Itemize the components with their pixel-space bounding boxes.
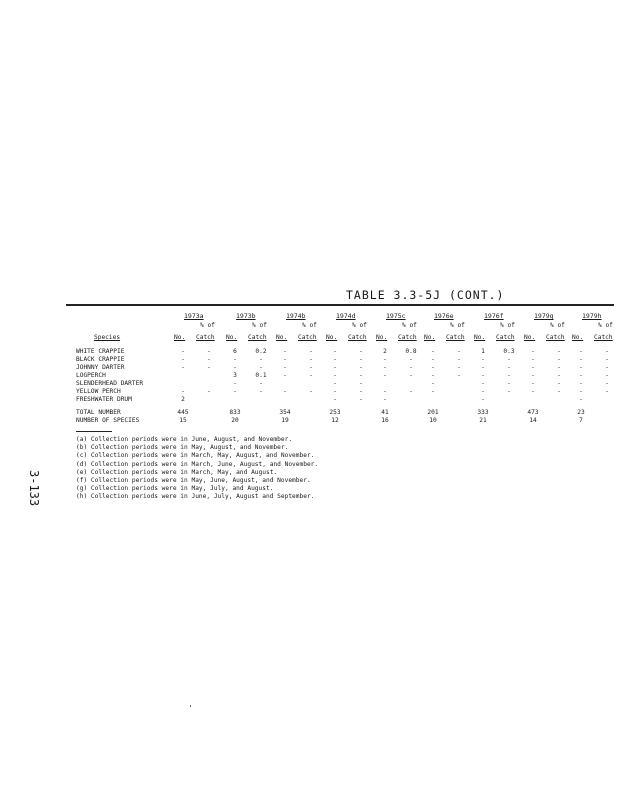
table-cell: - [431, 364, 435, 371]
footnote: (c) Collection periods were in March, May, August, and November. [76, 452, 315, 460]
table-cell: - [507, 372, 511, 379]
number-of-species-value: 16 [381, 417, 389, 424]
table-cell: - [207, 356, 211, 363]
species-name: FRESHWATER DRUM [76, 396, 132, 403]
pct-header-top: % of [200, 322, 215, 329]
table-cell: - [605, 388, 609, 395]
species-name: JOHNNY DARTER [76, 364, 125, 371]
total-number-value: 201 [427, 409, 439, 416]
table-cell: - [309, 356, 313, 363]
table-cell: 1 [481, 348, 485, 355]
pct-header-top: % of [302, 322, 317, 329]
species-name: BLACK CRAPPIE [76, 356, 125, 363]
table-cell: - [359, 372, 363, 379]
table-cell: 2 [383, 348, 387, 355]
table-cell: - [507, 388, 511, 395]
table-cell: - [309, 372, 313, 379]
table-cell: - [531, 364, 535, 371]
table-cell: - [283, 348, 287, 355]
table-cell: - [333, 388, 337, 395]
table-cell: - [557, 380, 561, 387]
table-cell: - [531, 348, 535, 355]
table-cell: - [579, 396, 583, 403]
table-cell: - [557, 372, 561, 379]
number-of-species-value: 14 [529, 417, 537, 424]
no-header: No. [174, 334, 186, 341]
total-number-value: 445 [177, 409, 189, 416]
side-page-number: 3-133 [27, 470, 41, 507]
total-number-value: 473 [527, 409, 539, 416]
footnote: (a) Collection periods were in June, August, and November. [76, 436, 293, 443]
footnote: (f) Collection periods were in May, June, August, and November. [76, 477, 311, 484]
table-cell: 0.1 [255, 372, 267, 379]
table-cell: - [359, 388, 363, 395]
table-cell: - [181, 388, 185, 395]
pct-header-top: % of [550, 322, 565, 329]
total-number-value: 41 [381, 409, 389, 416]
footnote: (d) Collection periods were in March, June, August, and November. [76, 460, 319, 468]
year-header: 1976f [484, 312, 504, 320]
table-cell: - [309, 388, 313, 395]
table-cell: 0.2 [255, 348, 267, 355]
table-cell: - [457, 364, 461, 371]
table-cell: - [481, 372, 485, 379]
table-cell: - [207, 364, 211, 371]
total-number-value: 333 [477, 409, 489, 416]
table-title: TABLE 3.3-5J (CONT.) [346, 288, 505, 302]
total-number-label: TOTAL NUMBER [76, 409, 121, 416]
footnote: (h) Collection periods were in June, July, August and September. [76, 493, 315, 501]
pct-header-top: % of [252, 322, 267, 329]
table-cell: - [457, 356, 461, 363]
number-of-species-value: 12 [331, 417, 339, 424]
table-cell: - [383, 388, 387, 395]
table-cell: - [507, 364, 511, 371]
no-header: No. [276, 334, 288, 341]
table-cell: - [507, 356, 511, 363]
year-header: 1973a [184, 312, 204, 320]
number-of-species-label: NUMBER OF SPECIES [76, 417, 140, 424]
table-cell: - [531, 356, 535, 363]
footnote: (g) Collection periods were in May, July, and August. [76, 485, 274, 493]
number-of-species-value: 15 [179, 417, 187, 424]
pct-header-top: % of [598, 322, 613, 329]
table-cell: - [207, 388, 211, 395]
table-cell: - [207, 348, 211, 355]
table-cell: - [579, 380, 583, 387]
table-cell: - [283, 388, 287, 395]
year-header: 1976e [434, 312, 454, 320]
table-cell: - [383, 356, 387, 363]
table-cell: - [409, 356, 413, 363]
table-cell: - [333, 364, 337, 371]
table-cell: - [457, 372, 461, 379]
table-cell: - [359, 380, 363, 387]
pct-header-bottom: Catch [446, 334, 465, 341]
table-cell: - [233, 380, 237, 387]
table-cell: - [409, 388, 413, 395]
species-header: Species [94, 334, 121, 341]
table-cell: 2 [181, 396, 185, 403]
pct-header-top: % of [402, 322, 417, 329]
table-cell: - [333, 380, 337, 387]
table-cell: - [431, 348, 435, 355]
species-name: YELLOW PERCH [76, 388, 121, 395]
table-cell: - [431, 372, 435, 379]
total-number-value: 253 [329, 409, 341, 416]
table-cell: - [579, 364, 583, 371]
table-cell: - [507, 380, 511, 387]
no-header: No. [524, 334, 536, 341]
table-cell: - [359, 348, 363, 355]
number-of-species-value: 19 [281, 417, 289, 424]
pct-header-bottom: Catch [298, 334, 317, 341]
year-header: 1973b [236, 312, 256, 320]
title-rule [66, 304, 614, 306]
year-header: 1979h [582, 312, 602, 320]
table-cell: - [409, 364, 413, 371]
table-cell: - [259, 356, 263, 363]
table-cell: - [431, 388, 435, 395]
number-of-species-value: 20 [231, 417, 239, 424]
table-cell: - [557, 388, 561, 395]
number-of-species-value: 21 [479, 417, 487, 424]
table-cell: - [259, 364, 263, 371]
table-cell: - [605, 356, 609, 363]
table-cell: - [383, 372, 387, 379]
pct-header-bottom: Catch [348, 334, 367, 341]
table-cell: - [181, 348, 185, 355]
table-cell: - [557, 364, 561, 371]
species-name: LOGPERCH [76, 372, 106, 379]
table-cell: - [605, 348, 609, 355]
table-cell: - [431, 380, 435, 387]
year-header: 1974d [336, 312, 356, 320]
table-cell: - [309, 348, 313, 355]
table-cell: - [481, 396, 485, 403]
table-cell: - [259, 380, 263, 387]
pct-header-bottom: Catch [398, 334, 417, 341]
table-cell: - [605, 372, 609, 379]
pct-header-bottom: Catch [546, 334, 565, 341]
table-cell: - [283, 372, 287, 379]
table-cell: - [531, 380, 535, 387]
table-cell: - [431, 356, 435, 363]
pct-header-bottom: Catch [594, 334, 613, 341]
table-cell: - [181, 356, 185, 363]
total-number-value: 833 [229, 409, 241, 416]
table-cell: - [605, 364, 609, 371]
table-cell: - [605, 380, 609, 387]
year-header: 1975c [386, 312, 406, 320]
table-cell: - [481, 356, 485, 363]
total-number-value: 354 [279, 409, 291, 416]
no-header: No. [424, 334, 436, 341]
table-cell: - [283, 356, 287, 363]
no-header: No. [572, 334, 584, 341]
table-cell: 3 [233, 372, 237, 379]
year-header: 1979g [534, 312, 554, 320]
table-cell: - [481, 388, 485, 395]
table-cell: - [557, 348, 561, 355]
table-cell: - [333, 396, 337, 403]
number-of-species-value: 7 [579, 417, 583, 424]
table-cell: 0.8 [405, 348, 417, 355]
table-cell: - [233, 364, 237, 371]
table-cell: - [259, 388, 263, 395]
table-cell: - [359, 356, 363, 363]
table-cell: - [409, 372, 413, 379]
table-cell: - [481, 364, 485, 371]
table-cell: - [579, 348, 583, 355]
table-cell: - [481, 380, 485, 387]
no-header: No. [474, 334, 486, 341]
table-cell: 6 [233, 348, 237, 355]
table-cell: - [233, 356, 237, 363]
footnote: (b) Collection periods were in May, August, and November. [76, 444, 289, 452]
pct-header-top: % of [450, 322, 465, 329]
table-cell: - [531, 372, 535, 379]
table-cell: - [359, 364, 363, 371]
table-cell: 0.3 [503, 348, 515, 355]
pct-header-top: % of [500, 322, 515, 329]
pct-header-top: % of [352, 322, 367, 329]
no-header: No. [326, 334, 338, 341]
table-cell: - [181, 364, 185, 371]
notes-rule [76, 431, 112, 432]
table-cell: - [333, 372, 337, 379]
table-cell: - [359, 396, 363, 403]
table-cell: - [333, 356, 337, 363]
species-name: WHITE CRAPPIE [76, 348, 125, 355]
table-cell: - [383, 396, 387, 403]
table-cell: - [233, 388, 237, 395]
table-cell: - [457, 348, 461, 355]
no-header: No. [226, 334, 238, 341]
pct-header-bottom: Catch [248, 334, 267, 341]
no-header: No. [376, 334, 388, 341]
pct-header-bottom: Catch [196, 334, 215, 341]
footer-mark: ' [188, 704, 193, 713]
table-cell: - [283, 364, 287, 371]
footnote: (e) Collection periods were in March, May, and August. [76, 468, 278, 476]
table-cell: - [531, 388, 535, 395]
pct-header-bottom: Catch [496, 334, 515, 341]
table-cell: - [309, 364, 313, 371]
table-cell: - [333, 348, 337, 355]
table-cell: - [579, 388, 583, 395]
table-cell: - [579, 356, 583, 363]
species-name: SLENDERHEAD DARTER [76, 380, 144, 387]
number-of-species-value: 10 [429, 417, 437, 424]
table-cell: - [557, 356, 561, 363]
total-number-value: 23 [577, 409, 585, 416]
table-cell: - [383, 364, 387, 371]
table-cell: - [579, 372, 583, 379]
year-header: 1974b [286, 312, 306, 320]
